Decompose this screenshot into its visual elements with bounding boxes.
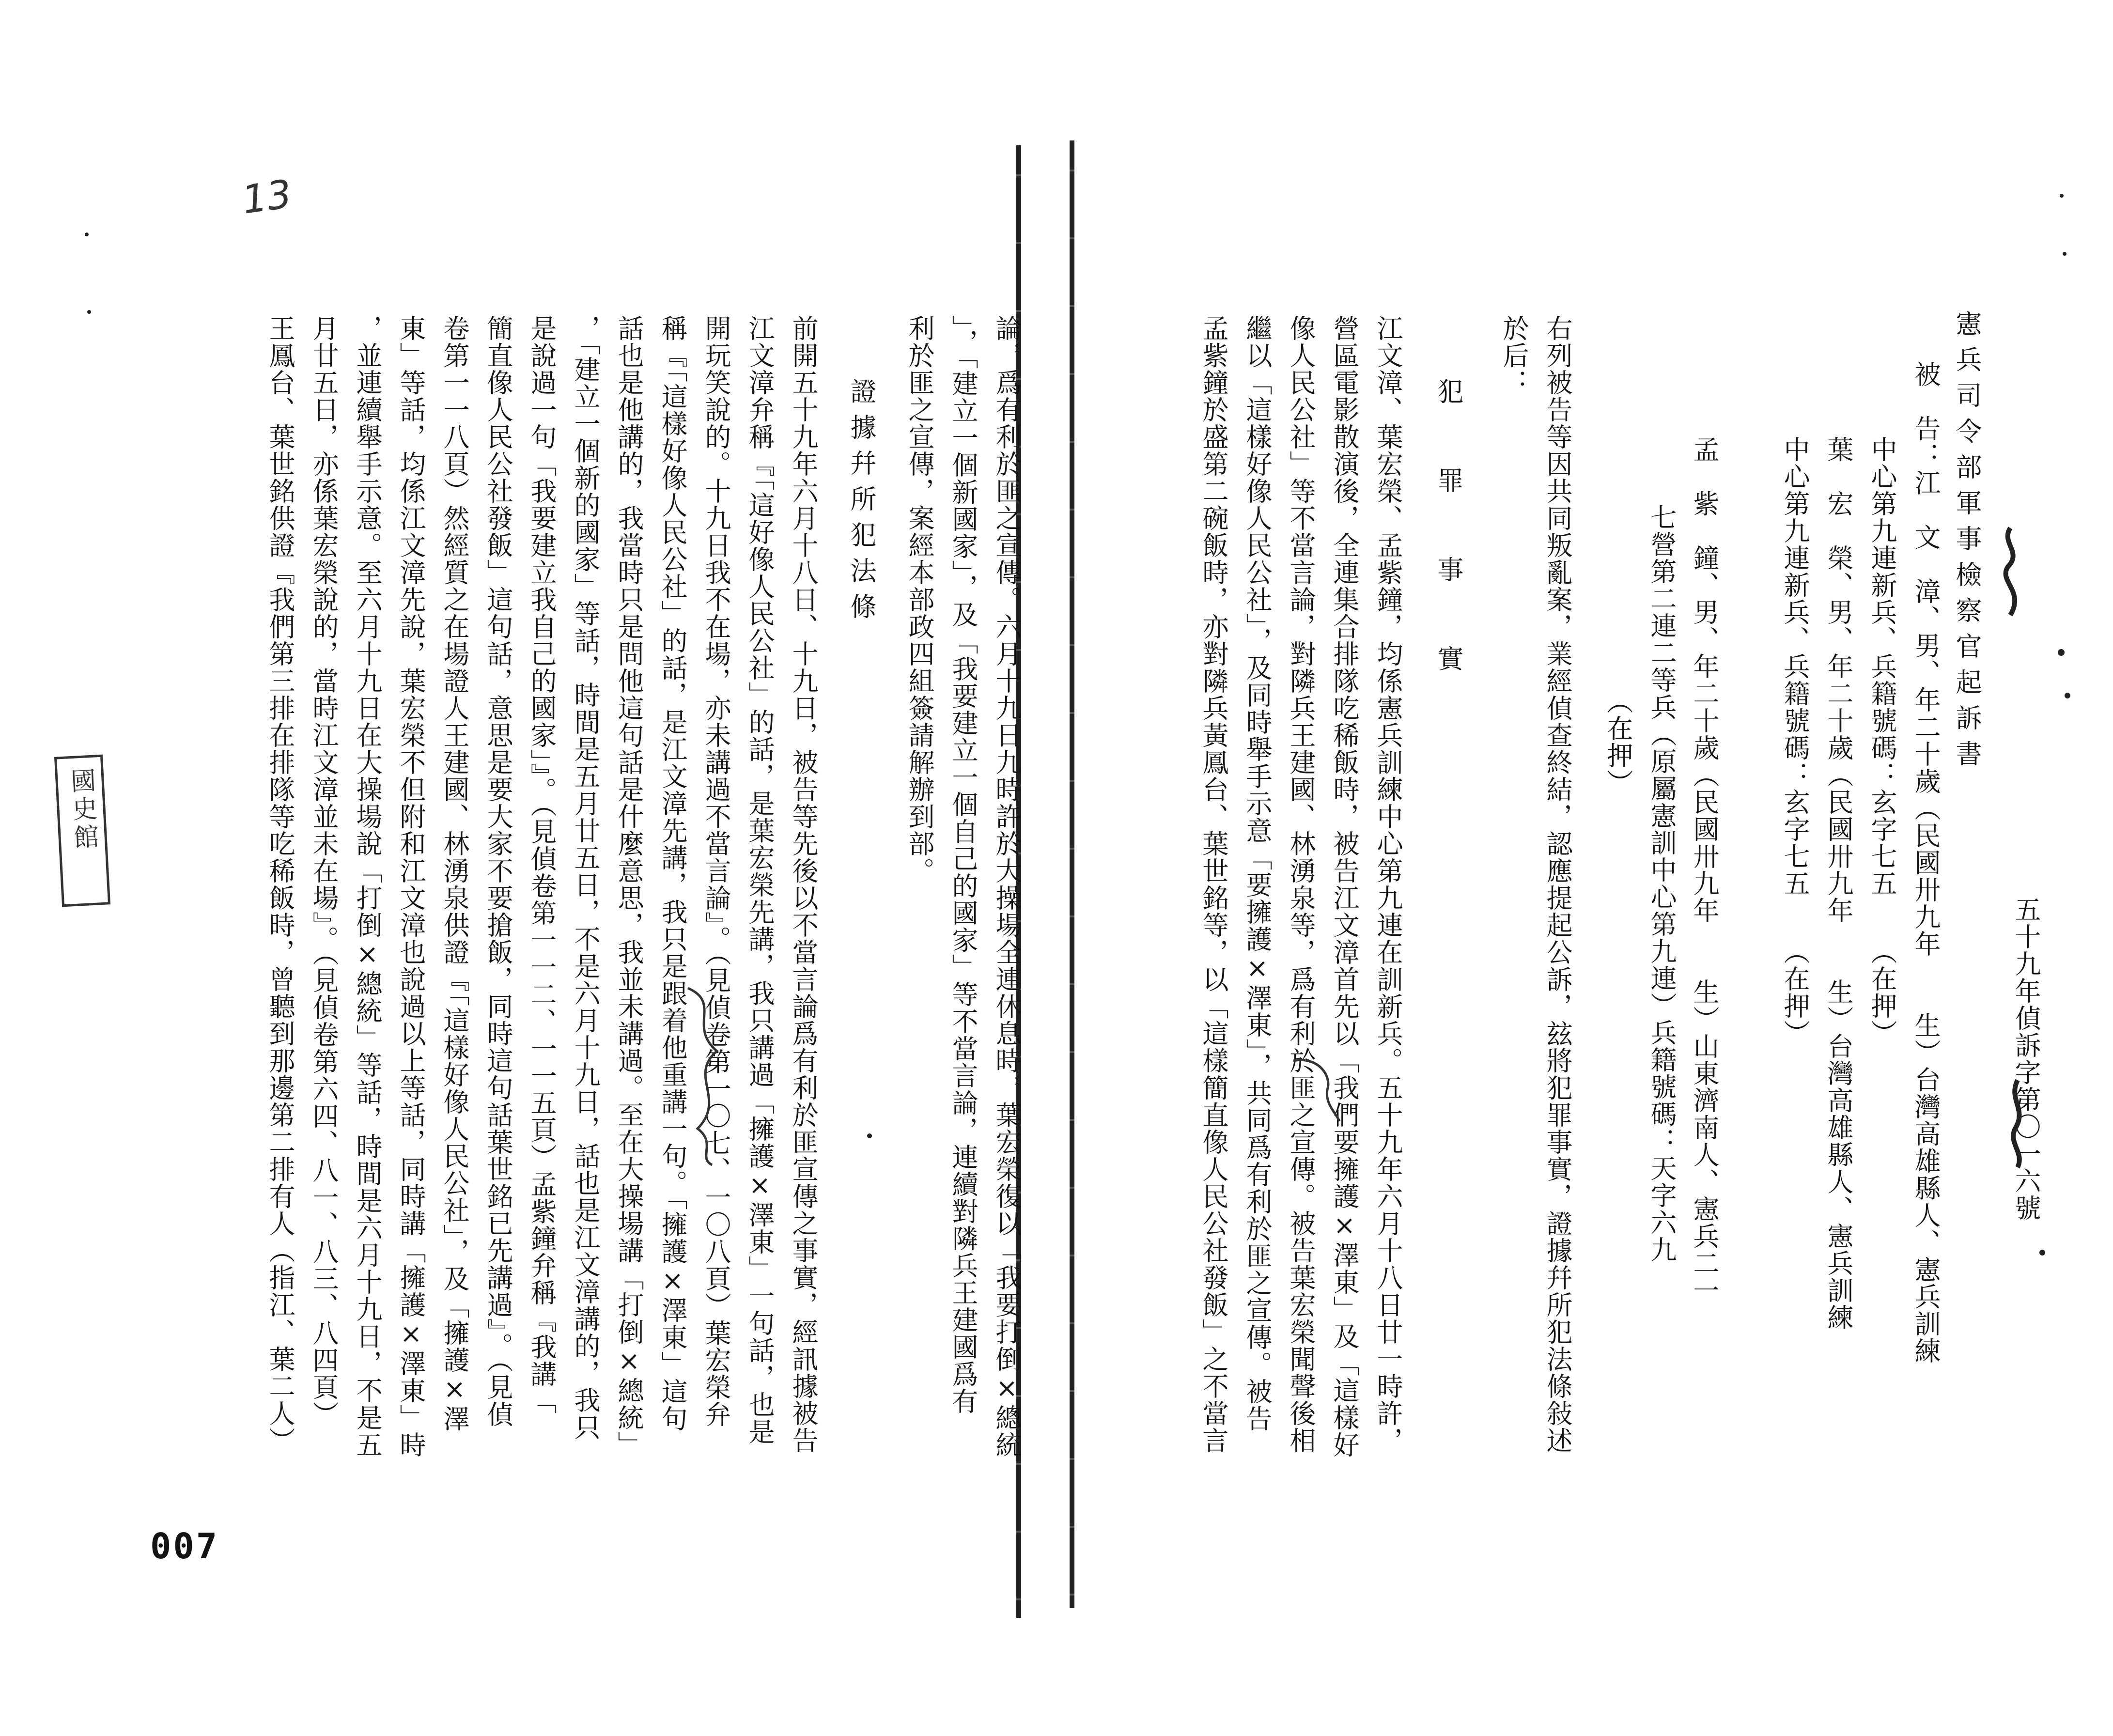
scan-speck [2065, 693, 2070, 698]
facts-line-2: 營區電影散演後，全連集合排隊吃稀飯時，被告江文漳首先以「我們要擁護×澤東」及「這樣好 [1329, 315, 1360, 1458]
body-line-2: 」，「建立一個新國家」，及「我要建立一個自己的國家」等不當言論，連續對隣兵王建國爲有 [948, 315, 979, 1415]
section-heading-facts: 犯 罪 事 實 [1433, 378, 1464, 690]
facts-line-1: 江文漳、葉宏榮、孟紫鐘，均係憲兵訓練中心第九連在訓新兵。五十九年六月十八日廿一時許， [1373, 315, 1403, 1454]
body-line-1: 論，爲有利於匪之宣傳。六月十九日九時許於大操場全連休息時，葉宏榮復以「我要打倒×總統 [992, 315, 1022, 1458]
handwritten-scribble-mark [1996, 523, 2035, 620]
defendant-1-line: 被 告：江 文 漳、男、年二十歲（民國卅九年 生）台灣高雄縣人、憲兵訓練 [1911, 361, 1941, 1364]
defendant-2-unit: 中心第九連新兵、兵籍號碼：玄字七五 （在押） [1780, 436, 1810, 1047]
case-number: 五十九年偵訴字第〇一六號 [2011, 896, 2041, 1222]
right-page [1022, 0, 2113, 1736]
handwritten-bracket-mark [1289, 1056, 1342, 1124]
facts-line-3: 像人民公社」等不當言論，對隣兵王建國、林湧泉等，爲有利於匪之宣傳。被告葉宏榮聞聲後相 [1286, 315, 1316, 1454]
body-line-14: ，並連續舉手示意。至六月十九日在大操場說「打倒×總統」等話，時間是六月十九日，不是五 [352, 315, 383, 1458]
body-line-11: 簡直像人民公社發飯」這句話，意思是要大家不要搶飯，同時這句話葉世銘已先講過』。（見偵 [483, 315, 513, 1428]
left-page [0, 0, 1022, 1736]
body-line-7: 稱『「這樣好像人民公社」的話，是江文漳先講，我只是跟着他重講一句。「擁護×澤東」這句 [657, 315, 688, 1432]
body-line-6: 開玩笑說的。十九日我不在場，亦未講過不當言論』。（見偵卷第一〇七、一〇八頁）葉宏榮弁 [701, 315, 731, 1428]
document-title: 憲兵司令部軍事檢察官起訴書 [1952, 310, 1982, 776]
body-line-12: 卷第一一八頁）然經質之在場證人王建國、林湧泉供證『「這樣好像人民公社」，及「擁護×澤 [439, 315, 470, 1432]
body-line-5: 江文漳弁稱『「這好像人民公社」的話，是葉宏榮先講，我只講過「擁護×澤東」一句話，也是 [745, 315, 775, 1445]
indictment-intro: 右列被告等因共同叛亂案，業經偵查終結，認應提起公訴，玆將犯罪事實，證據幷所犯法條敍述 [1542, 315, 1573, 1454]
body-line-10: 是說過一句「我要建立我自己的國家」』。（見偵卷第一一二、一一五頁）孟紫鐘弁稱『我講「 [527, 315, 557, 1415]
scan-speck [2058, 649, 2065, 656]
handwritten-folio-number: 13 [239, 171, 295, 223]
scan-speck [2039, 1250, 2045, 1256]
body-line-4: 前開五十九年六月十八日、十九日，被告等先後以不當言論爲有利於匪宣傳之事實，經訊據被告 [788, 315, 819, 1454]
body-line-13: 東」等話，均係江文漳先說，葉宏榮不但附和江文漳也說過以上等話，同時講「擁護×澤東」時 [396, 315, 426, 1458]
scan-speck [2060, 194, 2064, 198]
archive-stamp [54, 755, 110, 907]
handwritten-bracket-mark [678, 983, 736, 1167]
binding-fold-line [1070, 140, 1074, 1608]
handwritten-scribble-mark [2001, 1075, 2035, 1172]
facts-line-4: 繼以「這樣好像人民公社」，及同時舉手示意「要擁護×澤東」，共同爲有利於匪之宣傳。被告 [1242, 315, 1273, 1432]
scan-speck [87, 310, 91, 314]
body-line-15: 月廿五日，亦係葉宏榮說的，當時江文漳並未在場』。（見偵卷第六四、八一、八三、八四頁） [309, 315, 339, 1428]
stamp-text: 國史館 [65, 767, 99, 853]
body-line-8: 話也是他講的，我當時只是問他這句話是什麼意思，我並未講過。至在大操場講「打倒×總統」 [614, 315, 644, 1458]
scan-speck [2063, 252, 2066, 256]
facts-line-5: 孟紫鐘於盛第二碗飯時，亦對隣兵黃鳳台、葉世銘等，以「這樣簡直像人民公社發飯」之不當言 [1198, 315, 1229, 1454]
defendant-3-unit: 七營第二連二等兵（原屬憲訓中心第九連）兵籍號碼：天字六九 [1647, 504, 1677, 1263]
body-line-9: ，「建立一個新的國家」等話，時間是五月廿五日，不是六月十九日，話也是江文漳講的，我只 [570, 315, 601, 1441]
scan-speck [867, 1133, 872, 1138]
body-line-16: 王鳳台、葉世銘供證『我們第三排在排隊等吃稀飯時，曾聽到那邊第二排有人（指江、葉二人） [265, 315, 295, 1454]
defendant-3-line: 孟 紫 鐘、男、年二十歲（民國卅九年 生）山東濟南人、憲兵二一 [1689, 436, 1720, 1304]
defendant-1-unit: 中心第九連新兵、兵籍號碼：玄字七五 （在押） [1867, 436, 1897, 1047]
scan-speck [85, 232, 89, 236]
body-line-3: 利於匪之宣傳，案經本部政四組簽請解辦到部。 [904, 315, 935, 884]
page-number: 007 [150, 1526, 219, 1566]
defendant-2-line: 葉 宏 榮、男、年二十歲（民國卅九年 生）台灣高雄縣人、憲兵訓練 [1823, 436, 1854, 1331]
section-heading-evidence: 證據幷所犯法條 [846, 378, 877, 629]
detention-note: （在押） [1603, 688, 1633, 796]
indictment-intro-end: 於后： [1499, 315, 1529, 396]
